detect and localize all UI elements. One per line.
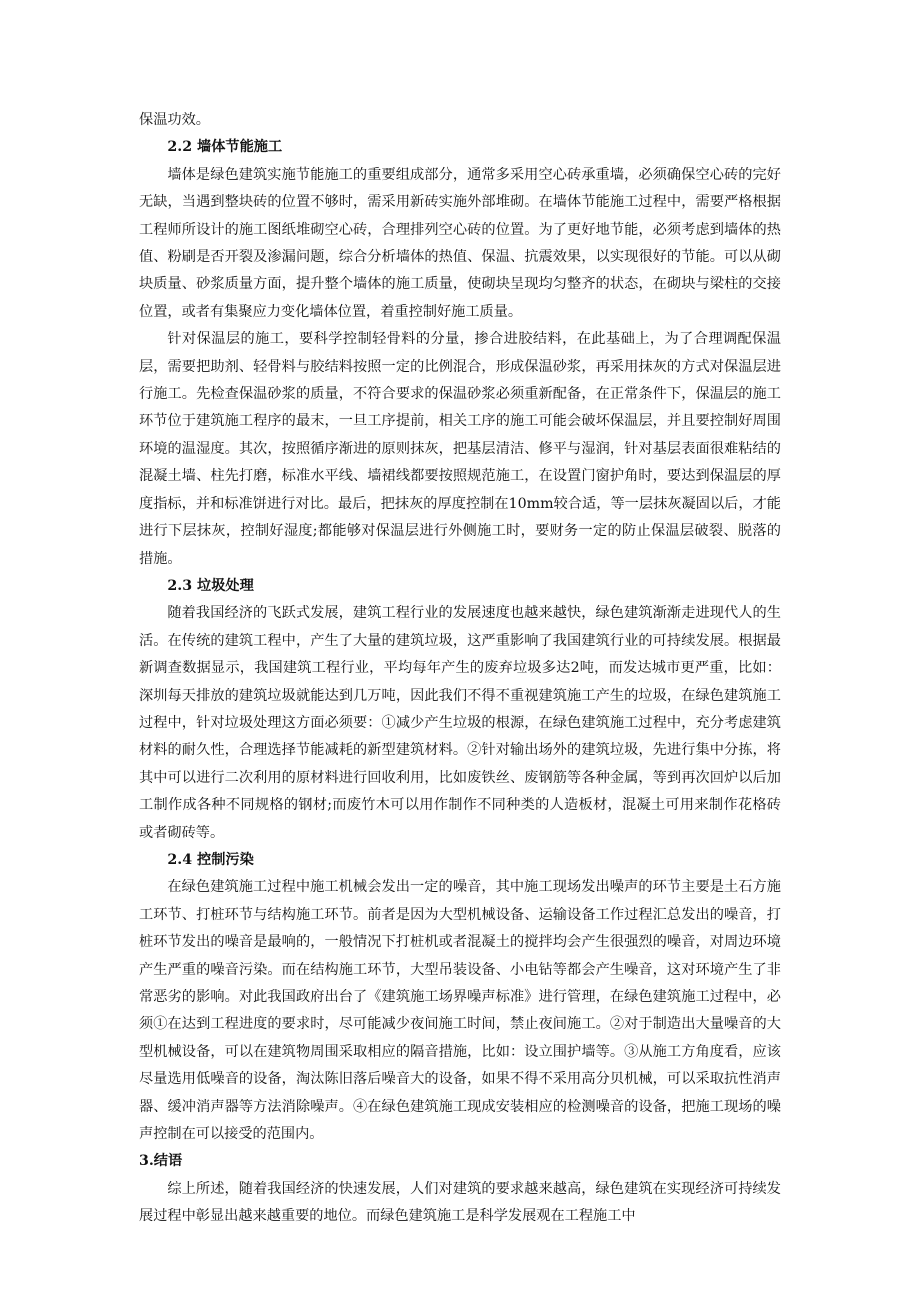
opening-line: 保温功效。: [139, 112, 210, 128]
paragraph: 在绿色建筑施工过程中施工机械会发出一定的噪音，其中施工现场发出噪声的环节主要是土石方施工环节、打桩环节与结构施工环节。前者是因为大型机械设备、运输设备工作过程汇总发出的噪音，打桩环节发出的噪音是最响的，一般情况下打桩机或者混凝土的搅拌均会产生很强烈的噪音，对周边环境产生严重的噪音污染。而在结构施工环节，大型吊装设备、小电钻等都会产生噪音，这对环境产生了非常恶劣的影响。对此我国政府出台了《建筑施工场界噪声标准》进行管理，在绿色建筑施工过程中，必须①在达到工程进度的要求时，尽可能减少夜间施工时间，禁止夜间施工。②对于制造出大量噪音的大型机械设备，可以在建筑物周围采取相应的隔音措施，比如：设立围护墙等。③从施工方角度看，应该尽量选用低噪音的设备，淘汰陈旧落后噪音大的设备，如果不得不采用高分贝机械，可以采取抗性消声器、缓冲消声器等方法消除噪声。④在绿色建筑施工现成安装相应的检测噪音的设备，把施工现场的噪声控制在可以接受的范围内。: [139, 879, 781, 1143]
section-heading-2-4: 2.4 控制污染: [167, 851, 254, 868]
section-heading-3: 3.结语: [139, 1153, 183, 1170]
section-heading-2-2: 2.2 墙体节能施工: [167, 139, 283, 156]
document-body: [139, 107, 781, 1231]
paragraph: 综上所述，随着我国经济的快速发展，人们对建筑的要求越来越高，绿色建筑在实现经济可持续发展过程中彰显出越来越重要的地位。而绿色建筑施工是科学发展观在工程施工中: [139, 1180, 781, 1225]
paragraph: 随着我国经济的飞跃式发展，建筑工程行业的发展速度也越来越快，绿色建筑渐渐走进现代人的生活。在传统的建筑工程中，产生了大量的建筑垃圾，这严重影响了我国建筑行业的可持续发展。根据最新调查数据显示，我国建筑工程行业，平均每年产生的废弃垃圾多达2吨，而发达城市更严重，比如：深圳每天排放的建筑垃圾就能达到几万吨，因此我们不得不重视建筑施工产生的垃圾，在绿色建筑施工过程中，针对垃圾处理这方面必须要：①减少产生垃圾的根源，在绿色建筑施工过程中，充分考虑建筑材料的耐久性，合理选择节能减耗的新型建筑材料。②针对输出场外的建筑垃圾，先进行集中分拣，将其中可以进行二次利用的原材料进行回收利用，比如废铁丝、废钢筋等各种金属，等到再次回炉以后加工制作成各种不同规格的钢材;而废竹木可以用作制作不同种类的人造板材，混凝土可用来制作花格砖或者砌砖等。: [139, 605, 781, 841]
paragraph: 针对保温层的施工，要科学控制轻骨料的分量，掺合进胶结料，在此基础上，为了合理调配保温层，需要把助剂、轻骨料与胶结料按照一定的比例混合，形成保温砂浆，再采用抹灰的方式对保温层进行施工。先检查保温砂浆的质量，不符合要求的保温砂浆必须重新配备，在正常条件下，保温层的施工环节位于建筑施工程序的最末，一旦工序提前，相关工序的施工可能会破坏保温层，并且要控制好周围环境的温湿度。其次，按照循序渐进的原则抹灰，把基层清洁、修平与湿润，针对基层表面很难粘结的混凝土墙、柱先打磨，标准水平线、墙裙线都要按照规范施工，在设置门窗护角时，要达到保温层的厚度指标，并和标准饼进行对比。最后，把抹灰的厚度控制在10mm较合适，等一层抹灰凝固以后，才能进行下层抹灰，控制好湿度;都能够对保温层进行外侧施工时，要财务一定的防止保温层破裂、脱落的措施。: [139, 331, 781, 567]
section-heading-2-3: 2.3 垃圾处理: [167, 577, 254, 594]
paragraph: 墙体是绿色建筑实施节能施工的重要组成部分，通常多采用空心砖承重墙，必须确保空心砖的完好无缺，当遇到整块砖的位置不够时，需采用新砖实施外部堆砌。在墙体节能施工过程中，需要严格根据工程师所设计的施工图纸堆砌空心砖，合理排列空心砖的位置。为了更好地节能，必须考虑到墙体的热值、粉刷是否开裂及渗漏问题，综合分析墙体的热值、保温、抗震效果，以实现很好的节能。可以从砌块质量、砂浆质量方面，提升整个墙体的施工质量，使砌块呈现均匀整齐的状态，在砌块与梁柱的交接位置，或者有集聚应力变化墙体位置，着重控制好施工质量。: [139, 166, 781, 320]
